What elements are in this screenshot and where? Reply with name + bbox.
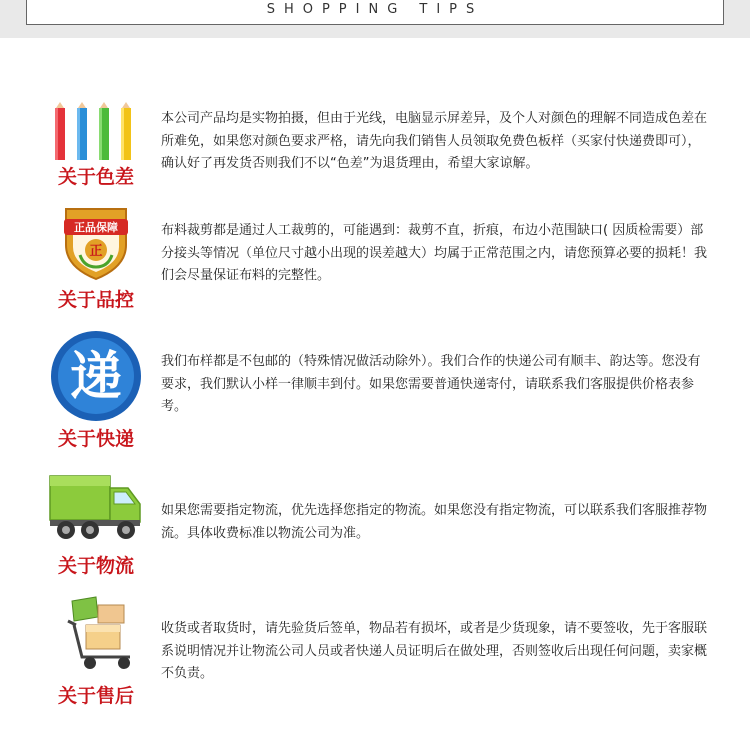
badge-char: 正 bbox=[89, 244, 103, 259]
tip-label: 关于售后 bbox=[57, 685, 134, 707]
express-delivery-icon bbox=[50, 330, 142, 422]
tip-label: 关于色差 bbox=[57, 166, 134, 188]
tip-label: 关于品控 bbox=[57, 289, 134, 311]
tip-text: 收货或者取货时，请先验货后签单，物品若有损坏，或者是少货现象，请不要签收，先于客服联系说明情况并让物流公司人员或者快递人员证明后在做处理，否则签收后出现任何问题，卖家概不负责。 bbox=[161, 621, 708, 681]
page-title: SHOPPING TIPS bbox=[266, 2, 484, 17]
hand-cart-icon bbox=[46, 595, 146, 661]
color-pencils-icon bbox=[46, 102, 146, 168]
tip-text: 布料裁剪都是通过人工裁剪的，可能遇到：裁剪不直，折痕，布边小范围缺口( 因质检需要）部分接头等情况（单位尺寸越小出现的误差越大）均属于正常范围之内，请您预算必要的损耗！我们会尽量保证布料的完整性。 bbox=[161, 223, 708, 283]
quality-shield-icon bbox=[46, 205, 146, 271]
header-title-box bbox=[26, 0, 724, 25]
tip-label: 关于物流 bbox=[57, 555, 134, 577]
badge-text: 正品保障 bbox=[74, 221, 118, 234]
tip-text: 我们布样都是不包邮的（特殊情况做活动除外）。我们合作的快递公司有顺丰、韵达等。您没有要求，我们默认小样一律顺丰到付。如果您需要普通快递寄付，请联系我们客服提供价格表参考。 bbox=[161, 354, 701, 414]
badge-char: 递 bbox=[69, 347, 123, 407]
tip-text: 本公司产品均是实物拍摄，但由于光线，电脑显示屏差异，及个人对颜色的理解不同造成色差在所难免，如果您对颜色要求严格，请先向我们销售人员领取免费色板样（买家付快递费即可），确认好了再发货否则我们不以“色差”为退货理由，希望大家谅解。 bbox=[161, 111, 708, 171]
tip-label: 关于快递 bbox=[57, 428, 134, 450]
tip-text: 如果您需要指定物流，优先选择您指定的物流。如果您没有指定物流，可以联系我们客服推荐物流。具体收费标准以物流公司为准。 bbox=[161, 503, 708, 541]
truck-icon bbox=[46, 470, 146, 536]
